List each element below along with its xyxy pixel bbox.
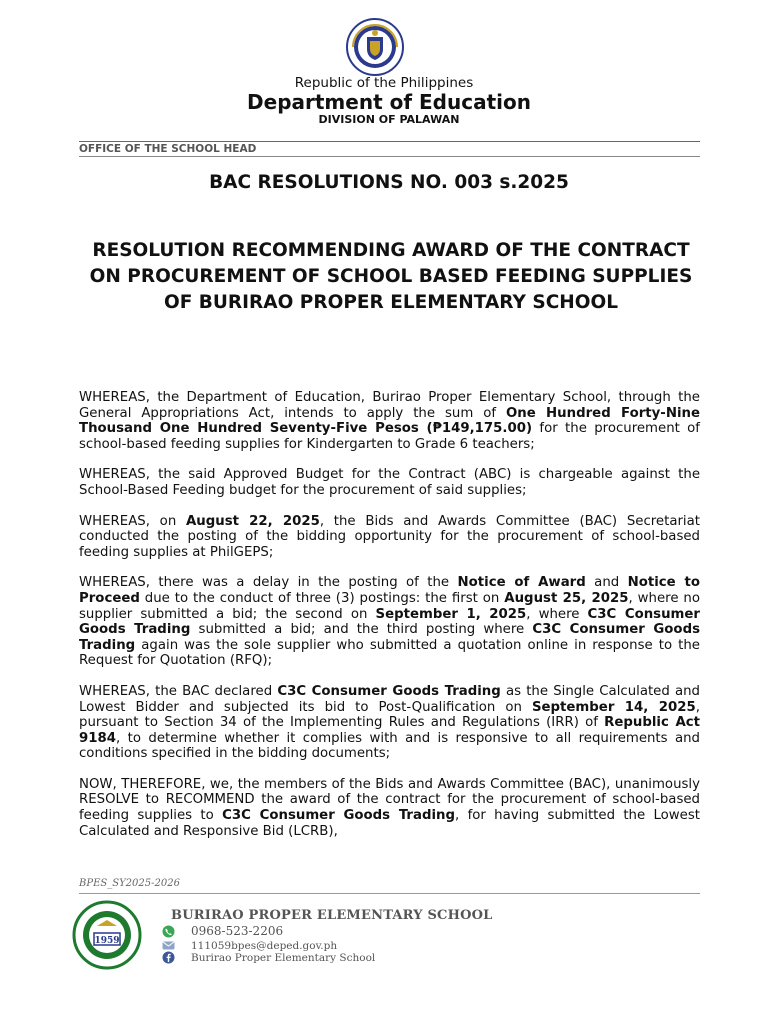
paragraph-text: , pursuant to Section 34 of the Implementing Rules and Regulations (IRR) of (79, 699, 700, 731)
deped-seal-icon (339, 17, 411, 77)
phone-icon (162, 925, 175, 938)
document-code: BPES_SY2025-2026 (79, 878, 180, 889)
paragraph-text: NOW, THEREFORE, we, the members of the Bids and Awards Committee (BAC), unanimously RESOLVE to RECOMMEND the award of the contract for the procurement of school-based feeding supplies to (79, 776, 700, 824)
paragraph-text: WHEREAS, the Department of Education, Burirao Proper Elementary School, through the General Appropriations Act, intends to apply the sum of (79, 390, 700, 421)
emphasis-text: September 14, 2025 (531, 699, 696, 715)
department-heading: Department of Education (247, 90, 531, 114)
emphasis-text: August 25, 2025 (504, 590, 629, 606)
emphasis-text: August 22, 2025 (185, 513, 320, 529)
school-logo-year: 1959 (94, 936, 120, 946)
resolution-number: BAC RESOLUTIONS NO. 003 s.2025 (209, 172, 569, 193)
contact-phone (162, 924, 283, 938)
paragraph-text: WHEREAS, the said Approved Budget for the Contract (ABC) is chargeable against the School-Based Feeding budget for the procurement of said supplies; (79, 467, 700, 498)
emphasis-text: Notice to Proceed (79, 575, 700, 606)
phone-number: 0968-523-2206 (191, 924, 284, 938)
emphasis-text: C3C Consumer Goods Trading (277, 683, 501, 699)
header-divider-top (79, 141, 700, 142)
emphasis-text: C3C Consumer Goods Trading (222, 808, 456, 824)
resolution-title: RESOLUTION RECOMMENDING AWARD OF THE CONTRACT ON PROCUREMENT OF SCHOOL BASED FEEDING SUPPLIES OF BURIRAO PROPER ELEMENTARY SCHOOL (89, 240, 693, 313)
resolution-body (79, 390, 700, 854)
paragraph-text: due to the conduct of three (3) postings: the first on (139, 590, 505, 606)
emphasis-text: C3C Consumer Goods Trading (79, 606, 700, 638)
emphasis-text: C3C Consumer Goods Trading (79, 622, 700, 653)
emphasis-text: One Hundred Forty-Nine Thousand One Hundred Seventy-Five Pesos (₱149,175.00) (79, 405, 700, 437)
paragraph-text: , to determine whether it complies with and is responsive to all requirements and conditions specified in the bidding documents; (79, 730, 700, 762)
paragraph-text: WHEREAS, there was a delay in the posting of the (79, 575, 458, 591)
paragraph-text: submitted a bid; and the third posting where (190, 622, 533, 638)
paragraph-text: , where (526, 606, 588, 622)
contact-facebook (162, 951, 375, 964)
facebook-icon (162, 951, 175, 964)
paragraph-text: , where no supplier submitted a bid; the second on (79, 590, 700, 622)
resolution-paragraph (79, 390, 700, 452)
header-divider-bottom (79, 156, 700, 157)
paragraph-text: as the Single Calculated and Lowest Bidder and subjected its bid to Post-Qualification on (79, 683, 700, 715)
paragraph-text: for the procurement of school-based feeding supplies for Kindergarten to Grade 6 teachers; (79, 421, 700, 452)
republic-heading: Republic of the Philippines (294, 75, 474, 91)
resolution-paragraph (79, 777, 700, 839)
paragraph-text: again was the sole supplier who submitted a quotation online in response to the Request for Quotation (RFQ); (79, 637, 700, 669)
footer-divider (79, 893, 700, 894)
emphasis-text: Republic Act 9184 (79, 715, 700, 746)
resolution-paragraph (79, 575, 700, 669)
school-name: BURIRAO PROPER ELEMENTARY SCHOOL (171, 908, 493, 923)
school-logo-icon (67, 898, 155, 970)
emphasis-text: Notice of Award (457, 575, 586, 591)
emphasis-text: September 1, 2025 (375, 606, 527, 622)
paragraph-text: and (585, 575, 628, 591)
division-heading: DIVISION OF PALAWAN (318, 113, 460, 126)
paragraph-text: WHEREAS, the BAC declared (79, 683, 278, 699)
resolution-paragraph (79, 514, 700, 561)
paragraph-text: , for having submitted the Lowest Calculated and Responsive Bid (LCRB), (79, 808, 700, 839)
paragraph-text: , the Bids and Awards Committee (BAC) Secretariat conducted the posting of the bidding opportunity for the procurement of school-based feeding supplies at PhilGEPS; (79, 513, 700, 560)
paragraph-text: WHEREAS, on (79, 513, 186, 529)
resolution-paragraph (79, 467, 700, 498)
resolution-paragraph (79, 684, 700, 762)
office-label: OFFICE OF THE SCHOOL HEAD (79, 143, 257, 155)
email-address[interactable]: 111059bpes@deped.gov.ph (191, 939, 338, 952)
facebook-page[interactable]: Burirao Proper Elementary School (191, 951, 376, 964)
